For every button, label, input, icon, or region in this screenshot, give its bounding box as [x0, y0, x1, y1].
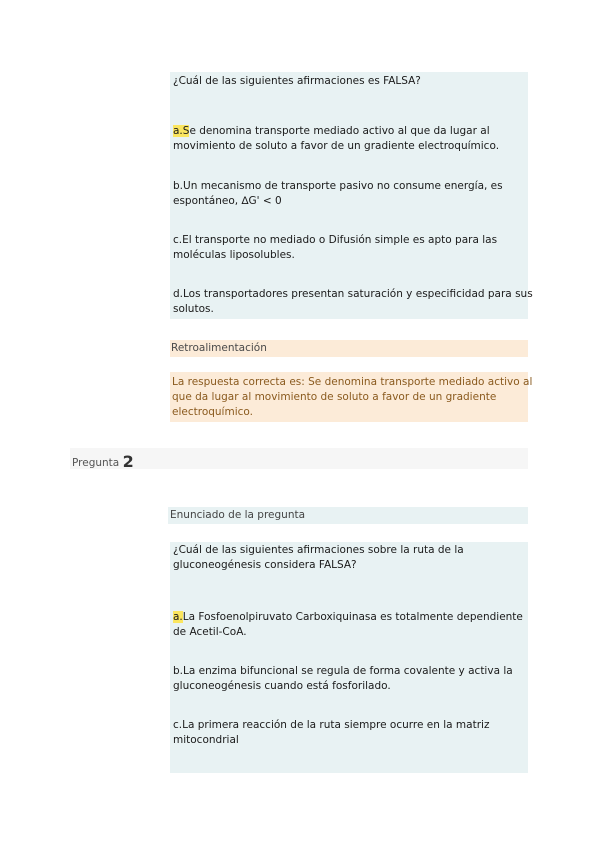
question-2-option-a[interactable]	[173, 610, 523, 640]
option-c-text-line2: moléculas liposolubles.	[173, 249, 295, 261]
question-2-option-c[interactable]	[173, 718, 489, 748]
question-1-option-d[interactable]	[173, 287, 533, 317]
question-2-line-2: gluconeogénesis considera FALSA?	[173, 559, 357, 571]
option-b-text-line2: espontáneo, ∆G' < 0	[173, 195, 282, 207]
option-b-letter: b.	[173, 665, 184, 677]
question-1-box	[170, 72, 533, 319]
question-1-option-b[interactable]	[173, 179, 503, 209]
option-d-text: Los transportadores presentan saturación y especificidad para sus	[183, 288, 533, 300]
option-c-text: La primera reacción de la ruta siempre ocurre en la matriz	[182, 719, 490, 731]
option-a-letter: a.	[173, 611, 183, 623]
option-b-text: La enzima bifuncional se regula de forma covalente y activa la	[183, 665, 513, 677]
option-c-text: El transporte no mediado o Difusión simple es apto para las	[182, 234, 498, 246]
option-a-text: e denomina transporte mediado activo al que da lugar al	[189, 125, 490, 137]
option-c-text-line2: mitocondrial	[173, 734, 239, 746]
question-label-text: Pregunta	[72, 457, 120, 469]
option-a-letter: a.S	[173, 125, 190, 137]
question-2-line-1: ¿Cuál de las siguientes afirmaciones sobre la ruta de la	[173, 544, 464, 556]
feedback-title: Retroalimentación	[170, 340, 528, 357]
feedback-line-3: electroquímico.	[172, 406, 253, 418]
option-b-letter: b.	[173, 180, 184, 192]
question-1-option-c[interactable]	[173, 233, 497, 263]
feedback-box	[170, 372, 533, 422]
question-2-label	[70, 448, 528, 469]
option-a-text: La Fosfoenolpiruvato Carboxiquinasa es totalmente dependiente	[182, 611, 523, 623]
option-c-letter: c.	[173, 234, 183, 246]
option-b-text-line2: gluconeogénesis cuando está fosforilado.	[173, 680, 391, 692]
option-d-text-line2: solutos.	[173, 303, 214, 315]
option-d-letter: d.	[173, 288, 184, 300]
option-a-text-line2: de Acetil-CoA.	[173, 626, 247, 638]
option-a-text-line2: movimiento de soluto a favor de un gradiente electroquímico.	[173, 140, 500, 152]
question-1-option-a[interactable]	[173, 124, 499, 154]
question-1-text: ¿Cuál de las siguientes afirmaciones es FALSA?	[173, 75, 421, 87]
question-2-box	[170, 542, 528, 773]
feedback-line-1: La respuesta correcta es: Se denomina transporte mediado activo al	[172, 376, 533, 388]
option-c-letter: c.	[173, 719, 183, 731]
question-2-text	[173, 543, 464, 573]
statement-title: Enunciado de la pregunta	[168, 507, 528, 524]
question-number: 2	[122, 452, 134, 471]
feedback-line-2: que da lugar al movimiento de soluto a favor de un gradiente	[172, 391, 497, 403]
option-b-text: Un mecanismo de transporte pasivo no consume energía, es	[183, 180, 503, 192]
question-2-option-b[interactable]	[173, 664, 513, 694]
